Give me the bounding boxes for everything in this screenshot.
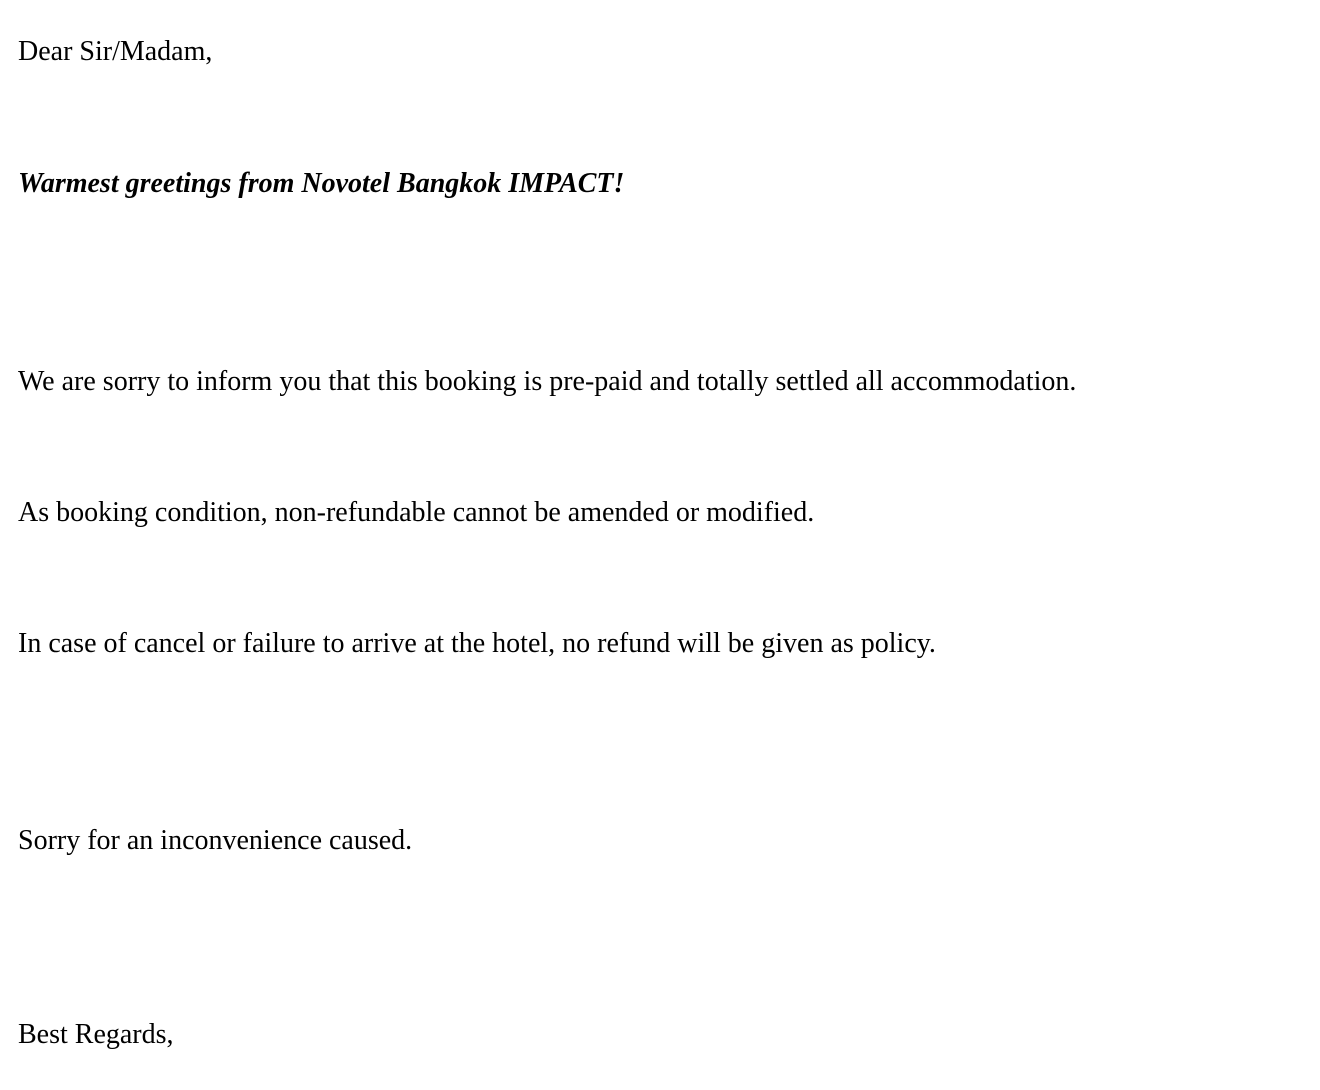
closing-text: Best Regards, bbox=[18, 1019, 174, 1050]
booking-condition-text: As booking condition, non-refundable cannot be amended or modified. bbox=[18, 497, 815, 528]
prepaid-notice-text: We are sorry to inform you that this booking is pre-paid and totally settled all accommodation. bbox=[18, 366, 1077, 397]
hotel-greeting-text: Warmest greetings from Novotel Bangkok IMPACT! bbox=[18, 168, 625, 199]
apology-text: Sorry for an inconvenience caused. bbox=[18, 825, 413, 856]
salutation-text: Dear Sir/Madam, bbox=[18, 36, 213, 67]
refund-policy-text: In case of cancel or failure to arrive at the hotel, no refund will be given as policy. bbox=[18, 628, 936, 659]
